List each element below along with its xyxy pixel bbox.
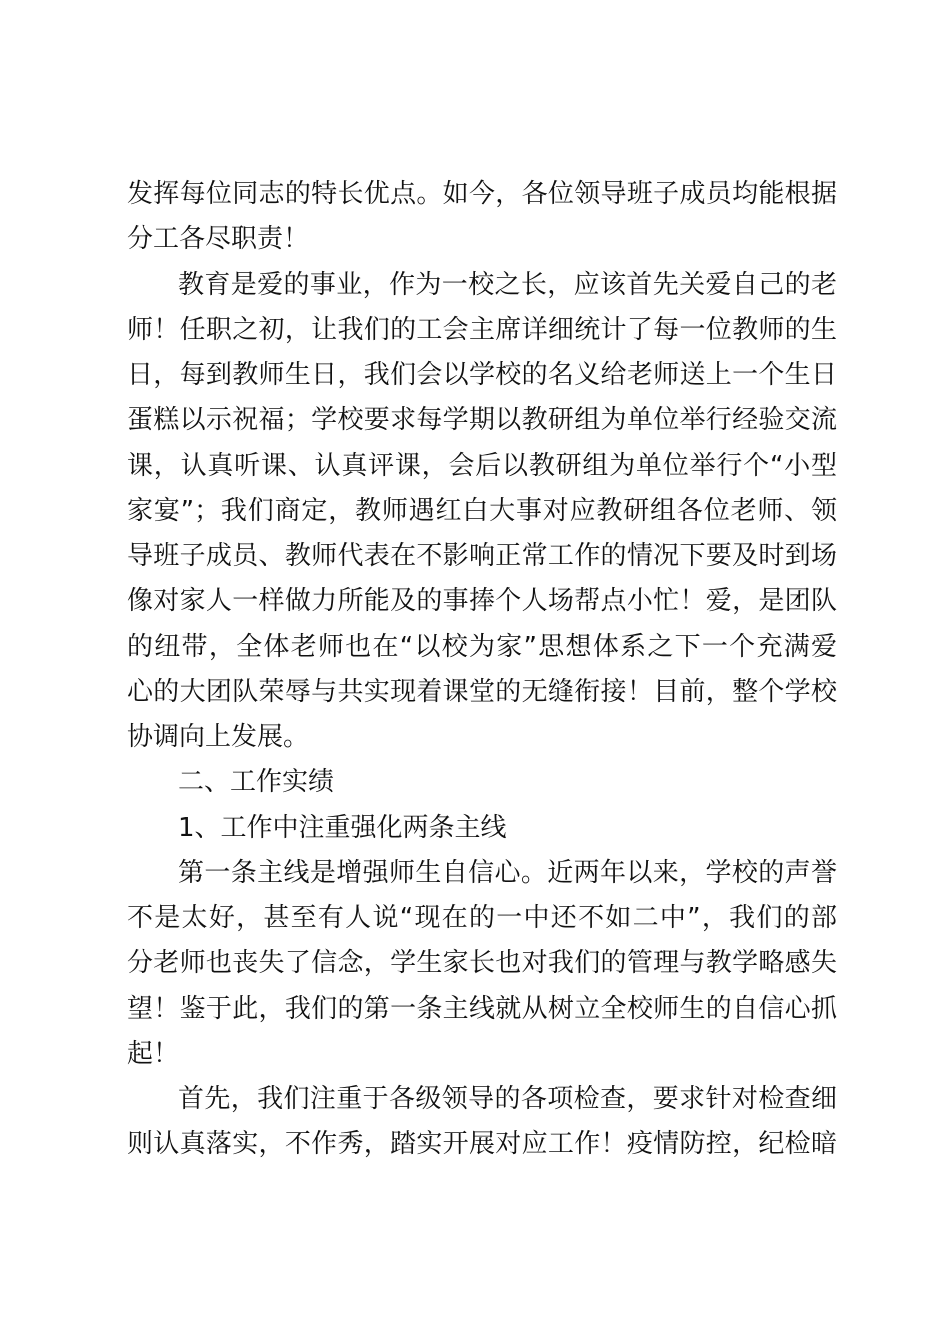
text-line: 像对家人一样做力所能及的事捧个人场帮点小忙！爱，是团队 — [127, 586, 837, 616]
text-line: 分老师也丧失了信念，学生家长也对我们的管理与教学略感失 — [127, 948, 837, 978]
text-line: 导班子成员、教师代表在不影响正常工作的情况下要及时到场 — [127, 541, 837, 571]
text-line: 蛋糕以示祝福；学校要求每学期以教研组为单位举行经验交流 — [127, 405, 837, 435]
text-line: 家宴”；我们商定，教师遇红白大事对应教研组各位老师、领 — [127, 496, 837, 526]
text-line: 起！ — [127, 1039, 180, 1069]
paragraph-first-line: 教育是爱的事业，作为一校之长，应该首先关爱自己的老 — [178, 270, 837, 300]
text-line: 望！鉴于此，我们的第一条主线就从树立全校师生的自信心抓 — [127, 994, 837, 1024]
text-line: 分工各尽职责！ — [127, 224, 310, 254]
section-heading: 二、工作实绩 — [178, 767, 335, 797]
text-line: 日，每到教师生日，我们会以学校的名义给老师送上一个生日 — [127, 360, 837, 390]
paragraph-first-line: 第一条主线是增强师生自信心。近两年以来，学校的声誉 — [178, 858, 837, 888]
paragraph-first-line: 首先，我们注重于各级领导的各项检查，要求针对检查细 — [178, 1084, 837, 1114]
text-line: 心的大团队荣辱与共实现着课堂的无缝衔接！目前，整个学校 — [127, 677, 837, 707]
text-line: 则认真落实，不作秀，踏实开展对应工作！疫情防控，纪检暗 — [127, 1129, 837, 1159]
text-line: 发挥每位同志的特长优点。如今，各位领导班子成员均能根据 — [127, 179, 837, 209]
subsection-heading: 1、工作中注重强化两条主线 — [178, 813, 507, 843]
text-line: 协调向上发展。 — [127, 722, 310, 752]
text-line: 课，认真听课、认真评课，会后以教研组为单位举行个“小型 — [127, 451, 837, 481]
text-line: 的纽带，全体老师也在“以校为家”思想体系之下一个充满爱 — [127, 632, 837, 662]
text-line: 师！任职之初，让我们的工会主席详细统计了每一位教师的生 — [127, 315, 837, 345]
text-line: 不是太好，甚至有人说“现在的一中还不如二中”，我们的部 — [127, 903, 837, 933]
